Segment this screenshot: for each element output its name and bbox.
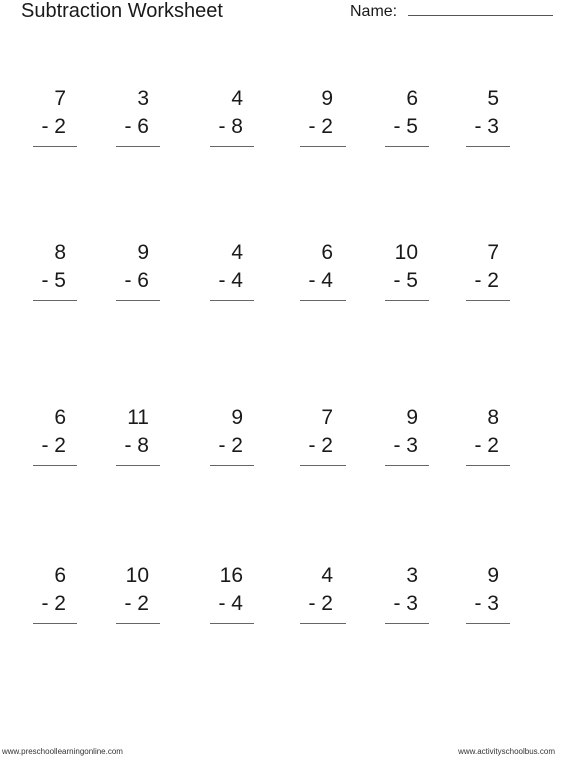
minuend: 3 bbox=[137, 87, 149, 110]
subtrahend: - 3 bbox=[474, 592, 499, 615]
minuend: 3 bbox=[406, 564, 418, 587]
subtrahend: - 2 bbox=[308, 592, 333, 615]
subtrahend: - 6 bbox=[124, 115, 149, 138]
answer-line bbox=[300, 465, 346, 466]
minuend: 8 bbox=[54, 241, 66, 264]
footer-right-url: www.activityschoolbus.com bbox=[458, 747, 555, 756]
problem-4-5 bbox=[382, 564, 432, 634]
problem-4-6 bbox=[463, 564, 513, 634]
minuend: 4 bbox=[231, 87, 243, 110]
page-title: Subtraction Worksheet bbox=[21, 0, 223, 22]
minuend: 7 bbox=[54, 87, 66, 110]
problem-4-2 bbox=[113, 564, 163, 634]
problem-3-3 bbox=[207, 406, 257, 476]
problem-3-6 bbox=[463, 406, 513, 476]
subtrahend: - 5 bbox=[41, 269, 66, 292]
answer-line bbox=[385, 146, 429, 147]
answer-line bbox=[210, 146, 254, 147]
problem-2-2 bbox=[113, 241, 163, 311]
answer-line bbox=[116, 465, 160, 466]
answer-line bbox=[116, 623, 160, 624]
problem-4-4 bbox=[297, 564, 347, 634]
minuend: 10 bbox=[394, 241, 418, 264]
problem-1-5 bbox=[382, 87, 432, 157]
problem-1-3 bbox=[207, 87, 257, 157]
minuend: 4 bbox=[321, 564, 333, 587]
subtrahend: - 2 bbox=[474, 434, 499, 457]
subtrahend: - 4 bbox=[308, 269, 333, 292]
answer-line bbox=[300, 623, 346, 624]
minuend: 9 bbox=[487, 564, 499, 587]
minuend: 5 bbox=[487, 87, 499, 110]
answer-line bbox=[33, 300, 77, 301]
subtrahend: - 3 bbox=[393, 592, 418, 615]
problem-4-1 bbox=[30, 564, 80, 634]
problem-2-4 bbox=[297, 241, 347, 311]
subtrahend: - 8 bbox=[124, 434, 149, 457]
subtrahend: - 2 bbox=[308, 115, 333, 138]
minuend: 7 bbox=[321, 406, 333, 429]
answer-line bbox=[385, 465, 429, 466]
minuend: 6 bbox=[406, 87, 418, 110]
problem-3-1 bbox=[30, 406, 80, 476]
problem-1-4 bbox=[297, 87, 347, 157]
subtrahend: - 2 bbox=[308, 434, 333, 457]
subtrahend: - 3 bbox=[474, 115, 499, 138]
problem-3-5 bbox=[382, 406, 432, 476]
subtrahend: - 2 bbox=[41, 434, 66, 457]
subtrahend: - 5 bbox=[393, 269, 418, 292]
answer-line bbox=[210, 465, 254, 466]
problem-1-1 bbox=[30, 87, 80, 157]
name-line bbox=[408, 15, 553, 16]
answer-line bbox=[33, 146, 77, 147]
answer-line bbox=[300, 146, 346, 147]
subtrahend: - 2 bbox=[41, 592, 66, 615]
problem-4-3 bbox=[207, 564, 257, 634]
subtrahend: - 2 bbox=[124, 592, 149, 615]
problem-1-2 bbox=[113, 87, 163, 157]
footer-left-url: www.preschoollearningonline.com bbox=[2, 747, 123, 756]
subtrahend: - 3 bbox=[393, 434, 418, 457]
answer-line bbox=[466, 146, 510, 147]
problem-2-3 bbox=[207, 241, 257, 311]
minuend: 9 bbox=[406, 406, 418, 429]
minuend: 9 bbox=[231, 406, 243, 429]
minuend: 7 bbox=[487, 241, 499, 264]
minuend: 16 bbox=[219, 564, 243, 587]
answer-line bbox=[385, 300, 429, 301]
minuend: 9 bbox=[137, 241, 149, 264]
answer-line bbox=[33, 623, 77, 624]
subtrahend: - 2 bbox=[41, 115, 66, 138]
problem-2-1 bbox=[30, 241, 80, 311]
subtrahend: - 5 bbox=[393, 115, 418, 138]
subtrahend: - 2 bbox=[218, 434, 243, 457]
answer-line bbox=[300, 300, 346, 301]
answer-line bbox=[210, 300, 254, 301]
minuend: 6 bbox=[54, 564, 66, 587]
problem-2-5 bbox=[382, 241, 432, 311]
answer-line bbox=[466, 623, 510, 624]
minuend: 6 bbox=[321, 241, 333, 264]
subtrahend: - 6 bbox=[124, 269, 149, 292]
answer-line bbox=[210, 623, 254, 624]
subtrahend: - 4 bbox=[218, 592, 243, 615]
minuend: 11 bbox=[127, 406, 149, 429]
minuend: 8 bbox=[487, 406, 499, 429]
minuend: 10 bbox=[125, 564, 149, 587]
problem-3-2 bbox=[113, 406, 163, 476]
answer-line bbox=[33, 465, 77, 466]
subtrahend: - 4 bbox=[218, 269, 243, 292]
answer-line bbox=[385, 623, 429, 624]
minuend: 6 bbox=[54, 406, 66, 429]
subtrahend: - 2 bbox=[474, 269, 499, 292]
minuend: 9 bbox=[321, 87, 333, 110]
minuend: 4 bbox=[231, 241, 243, 264]
problem-3-4 bbox=[297, 406, 347, 476]
answer-line bbox=[466, 300, 510, 301]
subtrahend: - 8 bbox=[218, 115, 243, 138]
name-label: Name: bbox=[350, 3, 398, 20]
answer-line bbox=[116, 146, 160, 147]
problem-2-6 bbox=[463, 241, 513, 311]
problem-1-6 bbox=[463, 87, 513, 157]
answer-line bbox=[116, 300, 160, 301]
answer-line bbox=[466, 465, 510, 466]
